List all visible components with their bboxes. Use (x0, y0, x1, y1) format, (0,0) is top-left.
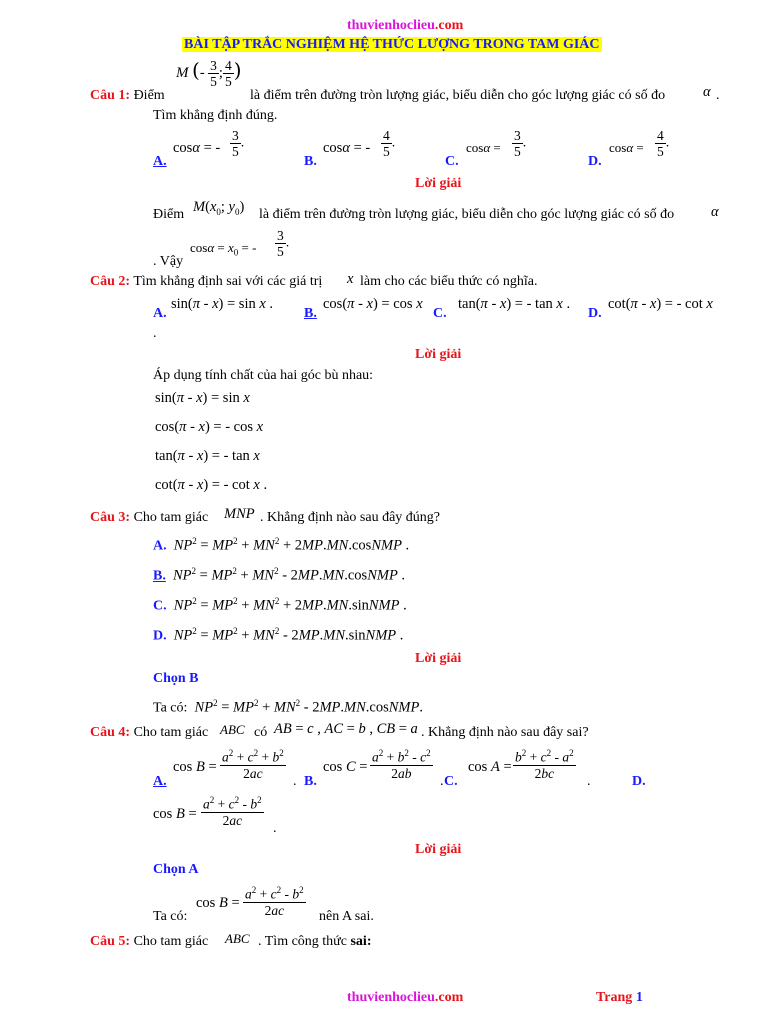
q1-option-c-label[interactable]: C. (445, 154, 459, 169)
q3-line (90, 510, 208, 526)
q2-options: A. sin(π - x) = sin x . B. cos(π - x) = cos x C. tan(π - x) = - tan x . D. cot(π - x) = - cot x . (153, 296, 713, 341)
q4-sides: AB = c , AC = b , CB = a (274, 721, 418, 737)
q3-option-d[interactable]: D. $NP^2 = MP^2 + MN^2$ - 2MP.MN.sinNMP . (153, 626, 404, 644)
q1-point: M (- $\frac{3}{5}$ ; $\frac{4}{5}$ ) (176, 58, 242, 90)
q4-sol-formula: cos B = (196, 895, 240, 911)
q4-text-b: có (254, 725, 268, 740)
q5-triangle: ABC (225, 931, 250, 946)
site-name: thuvienhoclieu (347, 18, 435, 33)
q4-option-d-label[interactable]: D. (632, 774, 646, 789)
q4-option-b-label[interactable]: B. (304, 774, 317, 789)
q1-label: Câu 1: (90, 88, 131, 103)
q1-sol-alpha: α (711, 204, 719, 220)
q3-option-b[interactable]: B. $NP^2 = MP^2 + MN^2$ - 2MP.MN.cosNMP . (153, 566, 406, 584)
q2-sol-eq2: cos(π - x) = - cos x (155, 419, 264, 435)
q1-text-a: Điểm (133, 88, 165, 103)
page-title (182, 37, 602, 53)
q2-option-d-label[interactable]: D. (588, 306, 602, 321)
q4-text-a: Cho tam giác (133, 725, 209, 740)
q3-sol: Ta có: $NP^2 = MP^2 + MN^2$ - 2MP.MN.cosNMP. (153, 698, 423, 716)
q1-solution-label: Lời giải (415, 176, 462, 191)
q3-triangle: MNP (224, 506, 255, 522)
q4-options: A. cos B = $\frac{a^2 + c^2 + b^2}{2ac}$ . B. cos C = $\frac{a^2 + b^2 - c^2}{2ab}$ C. . cos A = $\frac{b^2 + c^2 - a^2}{2bc}$ . D. cos B = $\frac{a^2 + c^2 - b^2}{2ac}$ . (153, 748, 646, 836)
header-site[interactable] (347, 18, 463, 34)
q5-line (90, 934, 208, 950)
q2-label: Câu 2: (90, 274, 131, 289)
q3-text-a: Cho tam giác (133, 510, 209, 525)
page-number: Trang 1 (596, 990, 643, 1005)
q2-solution-label: Lời giải (415, 347, 462, 362)
q1-sol-line: Điểm (153, 207, 185, 222)
q1-option-b-label[interactable]: B. (304, 154, 317, 169)
q2-text-a: Tìm khẳng định sai với các giá trị (133, 274, 323, 289)
q5-text-b: . Tìm công thức sai: (258, 934, 372, 949)
q4-sol-frac: $\frac{a^2 + c^2 - b^2}{2ac}$ (245, 885, 304, 918)
q2-option-a-label[interactable]: A. (153, 306, 167, 321)
q2-sol-eq3: tan(π - x) = - tan x (155, 448, 260, 464)
q3-option-a[interactable]: A. $NP^2 = MP^2 + MN^2$ + 2MP.MN.cosNMP . (153, 536, 410, 554)
q4-solution-label: Lời giải (415, 842, 462, 857)
q2-x: x (347, 271, 354, 287)
q4-label: Câu 4: (90, 725, 131, 740)
site-domain: .com (434, 18, 464, 33)
q4-choose-a: Chọn A (153, 862, 199, 877)
q3-choose-b: Chọn B (153, 671, 199, 686)
q5-text-a: Cho tam giác (133, 934, 209, 949)
footer-site[interactable]: thuvienhoclieu.com (347, 990, 464, 1005)
q3-solution-label: Lời giải (415, 651, 462, 666)
q4-option-a-label[interactable]: A. (153, 774, 167, 789)
q2-sol-text: Áp dụng tính chất của hai góc bù nhau: (153, 368, 374, 383)
q4-line (90, 725, 208, 741)
page-title-text: BÀI TẬP TRẮC NGHIỆM HỆ THỨC LƯỢNG TRONG TAM GIÁC (184, 37, 600, 52)
q4-triangle: ABC (220, 722, 245, 737)
q2-option-b-label[interactable]: B. (304, 306, 317, 321)
q4-sol-end: nên A sai. (319, 909, 374, 924)
q1-line (90, 88, 165, 104)
q3-text-b: . Khẳng định nào sau đây đúng? (260, 510, 441, 525)
q1-sol-frac: $\frac{3}{5}$ . (277, 228, 290, 259)
q4-option-c-label[interactable]: C. (444, 774, 458, 789)
q3-label: Câu 3: (90, 510, 131, 525)
q4-text-c: . Khẳng định nào sau đây sai? (421, 725, 589, 740)
q2-text-b: làm cho các biểu thức có nghĩa. (360, 274, 538, 289)
q3-option-c[interactable]: C. $NP^2 = MP^2 + MN^2$ + 2MP.MN.sinNMP . (153, 596, 407, 614)
q2-option-c-label[interactable]: C. (433, 306, 447, 321)
q1-sol-vay: . Vậy (153, 254, 184, 269)
q1-text-b: là điểm trên đường tròn lượng giác, biểu diễn cho góc lượng giác có số đo (250, 88, 666, 103)
q4-sol-ta-co: Ta có: (153, 909, 188, 924)
q1-end: . (716, 88, 720, 103)
q2-sol-eq4: cot(π - x) = - cot x . (155, 477, 268, 493)
q1-line2: Tìm khẳng định đúng. (153, 108, 278, 123)
q1-sol-text-b: là điểm trên đường tròn lượng giác, biểu diễn cho góc lượng giác có số đo (259, 207, 675, 222)
q1-sol-point: $M(x_0$; $y_0$) (193, 199, 245, 217)
q2-line (90, 274, 322, 290)
q5-label: Câu 5: (90, 934, 131, 949)
q1-option-d-label[interactable]: D. (588, 154, 602, 169)
q1-alpha: α (703, 84, 711, 100)
q1-option-a-label[interactable]: A. (153, 154, 167, 169)
q2-sol-eq1: sin(π - x) = sin x (155, 390, 250, 406)
q1-sol-formula: $\cos\alpha = x_0$ = - (190, 240, 257, 258)
